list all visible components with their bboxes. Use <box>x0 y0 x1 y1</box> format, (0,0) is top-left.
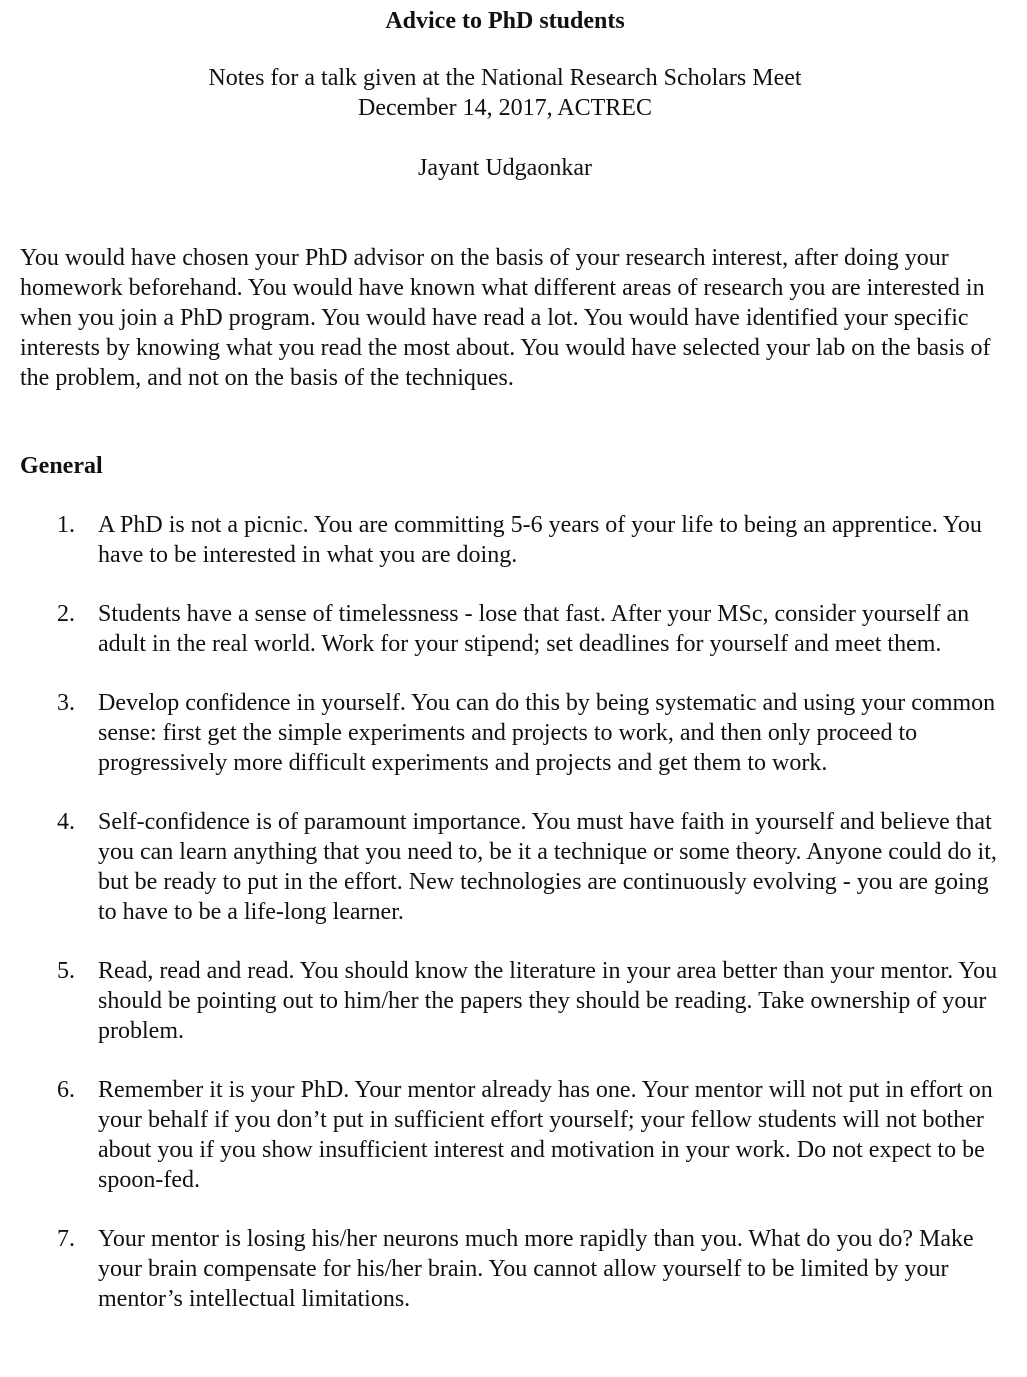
list-item <box>0 599 1000 659</box>
list-item-text: Remember it is your PhD. Your mentor already has one. Your mentor will not put in effort on your behalf if you don’t put in sufficient effort yourself; your fellow students will not bother about you if you show insufficient interest and motivation in your work. Do not expect to be spoon-fed. <box>98 1077 993 1193</box>
list-item <box>0 1224 1000 1314</box>
list-item <box>0 510 1000 570</box>
subtitle-event-line: Notes for a talk given at the National Research Scholars Meet <box>208 65 802 91</box>
list-item-number: 5. <box>57 958 75 984</box>
list-item-number: 2. <box>57 601 75 627</box>
list-item-text: Develop confidence in yourself. You can do this by being systematic and using your common sense: first get the simple experiments and projects to work, and then only proceed to progressively more difficult experiments and projects and get them to work. <box>98 690 996 776</box>
list-item <box>0 1075 1000 1195</box>
list-item-number: 1. <box>57 512 75 538</box>
list-item-number: 6. <box>57 1077 75 1103</box>
intro-paragraph: You would have chosen your PhD advisor on the basis of your research interest, after doing your homework beforehand. You would have known what different areas of research you are interested in when you join a PhD program. You would have read a lot. You would have identified your specific interests by knowing what you read the most about. You would have selected your lab on the basis of the problem, and not on the basis of the techniques. <box>20 245 991 391</box>
list-item <box>0 688 1000 778</box>
list-item-text: Students have a sense of timelessness - lose that fast. After your MSc, consider yourself an adult in the real world. Work for your stipend; set deadlines for yourself and meet them. <box>98 601 970 657</box>
section-heading-general: General <box>20 453 103 479</box>
list-item <box>0 956 1000 1046</box>
document-subtitle <box>0 63 1010 123</box>
list-item-number: 7. <box>57 1226 75 1252</box>
list-item-text: Your mentor is losing his/her neurons much more rapidly than you. What do you do? Make your brain compensate for his/her brain. You cannot allow yourself to be limited by your mentor’s intellectual limitations. <box>98 1226 974 1312</box>
document-title: Advice to PhD students <box>385 8 625 34</box>
author-name: Jayant Udgaonkar <box>418 155 592 181</box>
list-item-text: A PhD is not a picnic. You are committing 5-6 years of your life to being an apprentice. You have to be interested in what you are doing. <box>98 512 982 568</box>
list-item-number: 4. <box>57 809 75 835</box>
list-item-text: Self-confidence is of paramount importance. You must have faith in yourself and believe that you can learn anything that you need to, be it a technique or some theory. Anyone could do it, but be ready to put in the effort. New technologies are continuously evolving - you are going to have to be a life-long learner. <box>98 809 997 925</box>
list-item-number: 3. <box>57 690 75 716</box>
subtitle-date-line: December 14, 2017, ACTREC <box>358 95 652 121</box>
list-item <box>0 807 1000 927</box>
advice-list <box>0 510 1000 1343</box>
list-item-text: Read, read and read. You should know the literature in your area better than your mentor. You should be pointing out to him/her the papers they should be reading. Take ownership of your problem. <box>98 958 998 1044</box>
